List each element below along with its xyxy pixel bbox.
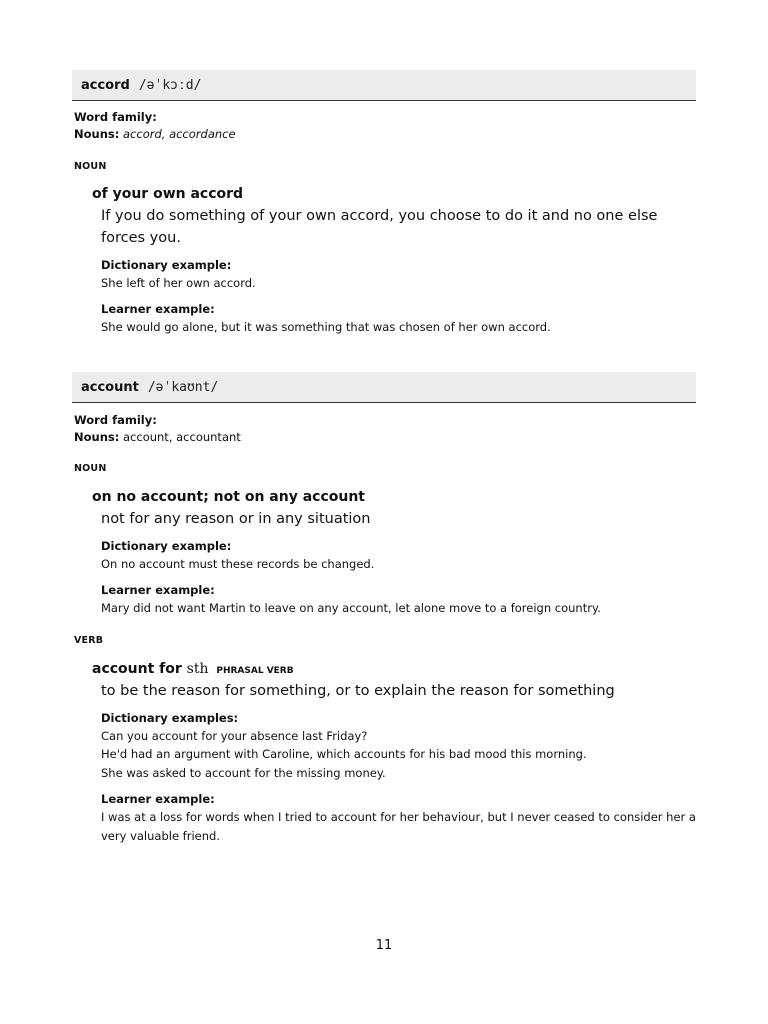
- dictionary-example-label: Dictionary example:: [101, 539, 232, 553]
- dictionary-example: On no account must these records be changed.: [101, 557, 375, 571]
- nouns-label: Nouns:: [74, 430, 120, 444]
- nouns-list: accord, accordance: [123, 127, 236, 141]
- part-of-speech: NOUN: [74, 161, 107, 172]
- sense-definition: not for any reason or in any situation: [101, 511, 371, 527]
- sense-definition: to be the reason for something, or to explain the reason for something: [101, 683, 615, 699]
- pronunciation: /əˈkaʊnt/: [147, 379, 219, 395]
- headword: accord: [81, 77, 130, 93]
- learner-example: She would go alone, but it was something that was chosen of her own accord.: [101, 320, 551, 334]
- dictionary-example: He'd had an argument with Caroline, which accounts for his bad mood this morning.: [101, 747, 587, 761]
- headword: account: [81, 379, 139, 395]
- word-family-label: Word family:: [74, 413, 157, 427]
- dictionary-example: She left of her own accord.: [101, 276, 256, 290]
- sense-definition: If you do something of your own accord, you choose to do it and no one else forces you.: [101, 208, 658, 246]
- dictionary-example-label: Dictionary example:: [101, 258, 232, 272]
- part-of-speech-verb: VERB: [74, 635, 104, 646]
- dictionary-examples-label: Dictionary examples:: [101, 711, 239, 725]
- dictionary-example: Can you account for your absence last Friday?: [101, 729, 368, 743]
- pronunciation: /əˈkɔːd/: [138, 77, 202, 93]
- word-family-nouns: [74, 127, 236, 141]
- page-number: 11: [375, 938, 393, 953]
- nouns-label: Nouns:: [74, 127, 120, 141]
- learner-example: I was at a loss for words when I tried to account for her behaviour, but I never ceased to consider her a very valuable friend.: [101, 810, 696, 843]
- learner-example: Mary did not want Martin to leave on any account, let alone move to a foreign country.: [101, 601, 601, 615]
- entry-header-account: [72, 372, 696, 403]
- learner-example-label: Learner example:: [101, 792, 215, 806]
- part-of-speech-noun: NOUN: [74, 463, 107, 474]
- sense-title: on no account; not on any account: [92, 489, 365, 505]
- phrasal-verb-title: [92, 661, 294, 677]
- nouns-list: account, accountant: [123, 430, 241, 444]
- entry-header-accord: [72, 70, 696, 101]
- word-family-label: Word family:: [74, 110, 157, 124]
- phrasal-verb-tag: PHRASAL VERB: [216, 666, 294, 676]
- learner-example-label: Learner example:: [101, 302, 215, 316]
- sense-title: of your own accord: [92, 186, 244, 202]
- phrasal-verb-object: sth: [186, 661, 209, 677]
- dictionary-example: She was asked to account for the missing money.: [101, 766, 386, 780]
- phrasal-verb-head: account for: [92, 661, 182, 677]
- learner-example-label: Learner example:: [101, 583, 215, 597]
- word-family-nouns: [74, 430, 241, 444]
